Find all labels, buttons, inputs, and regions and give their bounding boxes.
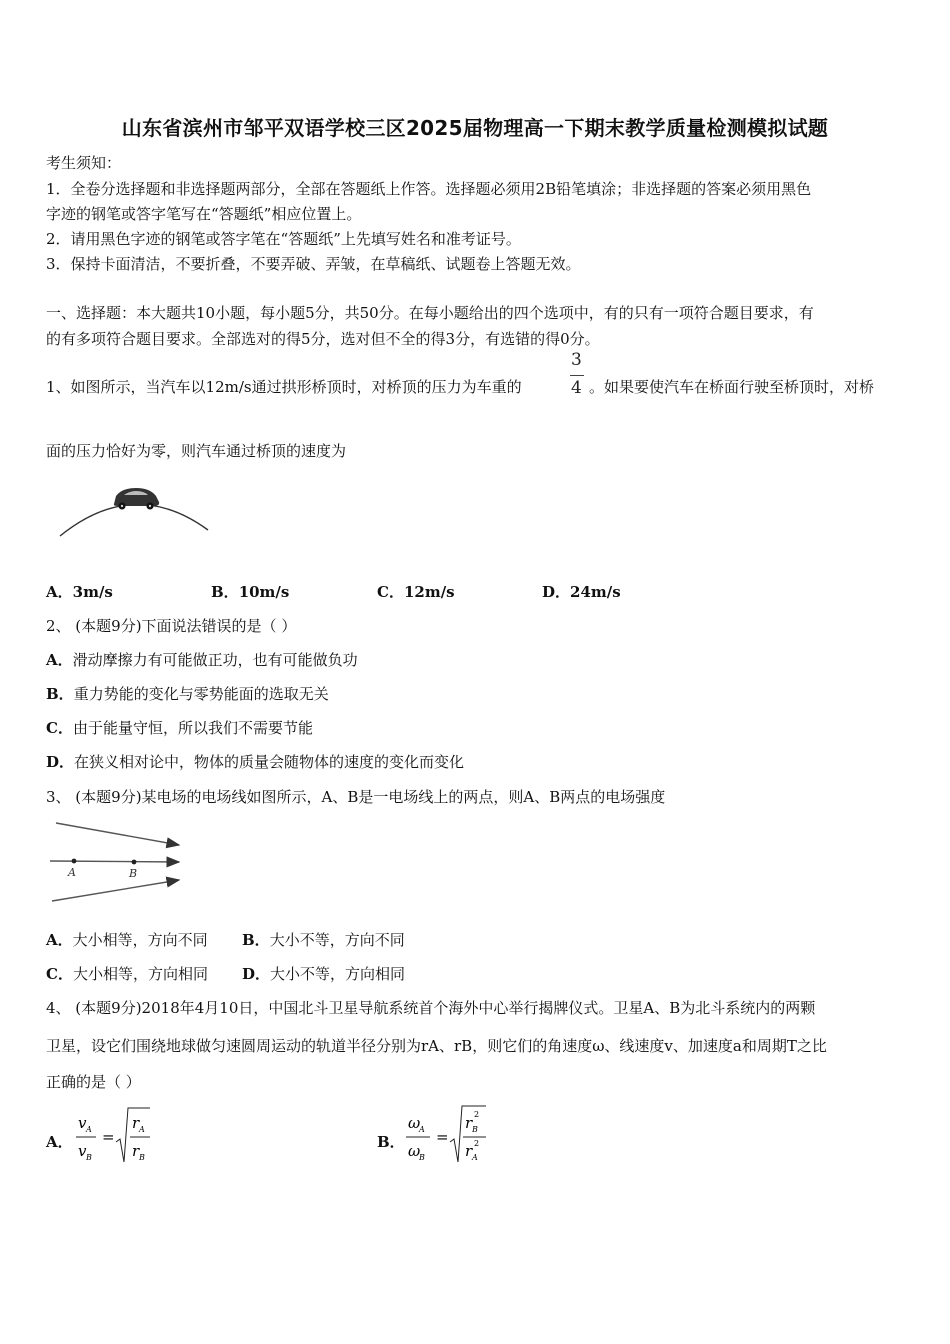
- fb-r-num: r: [465, 1114, 473, 1132]
- notice-item-1a: 1．全卷分选择题和非选择题两部分，全部在答题纸上作答。选择题必须用2B铅笔填涂；非选择题的答案必须用黑色: [46, 180, 812, 198]
- q1-option-a-text: 3m/s: [72, 583, 113, 601]
- q3-stem: 3、 (本题9分)某电场的电场线如图所示，A、B是一电场线上的两点，则A、B两点的电场强度: [46, 788, 666, 806]
- q1-fraction-numerator: 3: [571, 350, 582, 370]
- fa-equals: =: [102, 1128, 115, 1146]
- q1-option-d-text: 24m/s: [570, 583, 621, 601]
- q3-option-c-text: 大小相等，方向相同: [72, 965, 208, 983]
- q2-option-a-key: A．: [46, 651, 73, 669]
- fa-sub-b-den: B: [86, 1153, 92, 1162]
- q1-stem-part2: 。如果要使汽车在桥面行驶至桥顶时，对桥: [589, 378, 875, 396]
- q4-stem-line2: 卫星，设它们围绕地球做匀速圆周运动的轨道半径分别为rA、rB，则它们的角速度ω、线速度v、加速度a和周期T之比: [46, 1037, 827, 1055]
- q1-option-a-key: A．: [46, 583, 73, 601]
- q2-option-a-text: 滑动摩擦力有可能做正功，也有可能做负功: [72, 651, 358, 669]
- fb-r-sub-a: A: [472, 1153, 478, 1162]
- q3-option-c[interactable]: [46, 963, 208, 984]
- section-intro-line-2: 的有多项符合题目要求。全部选对的得5分，选对但不全的得3分，有选错的得0分。: [46, 330, 600, 348]
- fa-r-num: r: [132, 1114, 140, 1132]
- q4-option-b[interactable]: B．: [377, 1133, 405, 1151]
- q1-fraction-bar: [570, 375, 584, 376]
- arch-bridge-car-figure: [56, 482, 216, 538]
- notice-item-3: 3．保持卡面清洁，不要折叠，不要弄破、弄皱，在草稿纸、试题卷上答题无效。: [46, 255, 581, 273]
- section-intro-line-1: 一、选择题：本大题共10小题，每小题5分，共50分。在每小题给出的四个选项中，有的只有一项符合题目要求，有: [46, 304, 814, 322]
- fa-r-den: r: [132, 1142, 140, 1160]
- q2-option-c-key: C．: [46, 719, 73, 737]
- point-a-label: A: [68, 866, 76, 879]
- q1-option-d[interactable]: [542, 581, 621, 602]
- fb-r-sup-num: 2: [474, 1110, 480, 1119]
- q4-option-a-formula: [74, 1106, 164, 1166]
- q1-fraction-denominator: 4: [571, 378, 582, 398]
- q2-option-a[interactable]: [46, 649, 358, 670]
- fb-sub-a-num: A: [419, 1125, 425, 1134]
- q3-option-b-key: B．: [242, 931, 270, 949]
- fb-r-den: r: [465, 1142, 473, 1160]
- q2-option-b[interactable]: [46, 683, 329, 704]
- q2-option-d-text: 在狭义相对论中，物体的质量会随物体的速度的变化而变化: [74, 753, 465, 771]
- q4-stem-line1: 4、 (本题9分)2018年4月10日，中国北斗卫星导航系统首个海外中心举行揭牌仪式。卫星A、B为北斗系统内的两颗: [46, 999, 816, 1017]
- q1-stem-line2: 面的压力恰好为零，则汽车通过桥顶的速度为: [46, 442, 347, 460]
- notice-heading: 考生须知：: [46, 154, 122, 172]
- q2-option-c-text: 由于能量守恒，所以我们不需要节能: [72, 719, 313, 737]
- field-line-top: [56, 823, 179, 845]
- q3-option-c-key: C．: [46, 965, 73, 983]
- q2-option-b-key: B．: [46, 685, 74, 703]
- fb-omega-num: ω: [408, 1114, 421, 1132]
- q1-stem-part1: 1、如图所示，当汽车以12m/s通过拱形桥顶时，对桥顶的压力为车重的: [46, 378, 522, 396]
- field-line-middle: [50, 861, 179, 862]
- point-b-label: B: [129, 867, 138, 880]
- q3-option-d[interactable]: [242, 963, 405, 984]
- notice-item-1b: 字迹的钢笔或答字笔写在“答题纸”相应位置上。: [46, 205, 362, 223]
- point-b-dot: [132, 860, 137, 865]
- fa-sub-a-num: A: [86, 1125, 92, 1134]
- fa-r-sub-a: A: [139, 1125, 145, 1134]
- point-a-dot: [72, 859, 77, 864]
- car-icon: [114, 488, 159, 510]
- q1-option-c-key: C．: [377, 583, 404, 601]
- q2-option-c[interactable]: [46, 717, 313, 738]
- field-line-bottom: [52, 880, 179, 901]
- q1-option-b-key: B．: [211, 583, 239, 601]
- fb-equals: =: [436, 1128, 449, 1146]
- fa-v-den: v: [78, 1142, 87, 1160]
- arch-bridge-curve: [60, 504, 208, 536]
- q1-option-d-key: D．: [542, 583, 571, 601]
- q4-stem-line3: 正确的是（ ）: [46, 1073, 141, 1091]
- page-title: 山东省滨州市邹平双语学校三区2025届物理高一下期末教学质量检测模拟试题: [121, 116, 829, 140]
- fb-r-sub-b: B: [472, 1125, 478, 1134]
- q1-option-b[interactable]: [211, 581, 289, 602]
- q2-option-d-key: D．: [46, 753, 75, 771]
- electric-field-lines-figure: [46, 815, 186, 907]
- q4-option-a[interactable]: A．: [46, 1133, 73, 1151]
- q2-option-b-text: 重力势能的变化与零势能面的选取无关: [73, 685, 329, 703]
- q3-option-b-text: 大小不等，方向不同: [269, 931, 405, 949]
- q3-option-a-text: 大小相等，方向不同: [72, 931, 208, 949]
- q3-option-d-key: D．: [242, 965, 271, 983]
- q3-option-a[interactable]: [46, 929, 208, 950]
- q1-option-c-text: 12m/s: [403, 583, 455, 601]
- fa-r-sub-b: B: [139, 1153, 145, 1162]
- q3-option-a-key: A．: [46, 931, 73, 949]
- q1-option-a[interactable]: [46, 581, 113, 602]
- fb-sub-b-den: B: [419, 1153, 425, 1162]
- q3-option-b[interactable]: [242, 929, 405, 950]
- q2-stem: 2、 (本题9分)下面说法错误的是（ ）: [46, 617, 297, 635]
- fb-omega-den: ω: [408, 1142, 421, 1160]
- fb-r-sup-den: 2: [474, 1139, 480, 1148]
- q2-option-d[interactable]: [46, 751, 464, 772]
- q4-option-b-formula: [404, 1104, 504, 1166]
- q1-option-b-text: 10m/s: [238, 583, 290, 601]
- q1-option-c[interactable]: [377, 581, 455, 602]
- fa-v-num: v: [78, 1114, 87, 1132]
- notice-item-2: 2．请用黑色字迹的钢笔或答字笔在“答题纸”上先填写姓名和准考证号。: [46, 230, 521, 248]
- q3-option-d-text: 大小不等，方向相同: [270, 965, 406, 983]
